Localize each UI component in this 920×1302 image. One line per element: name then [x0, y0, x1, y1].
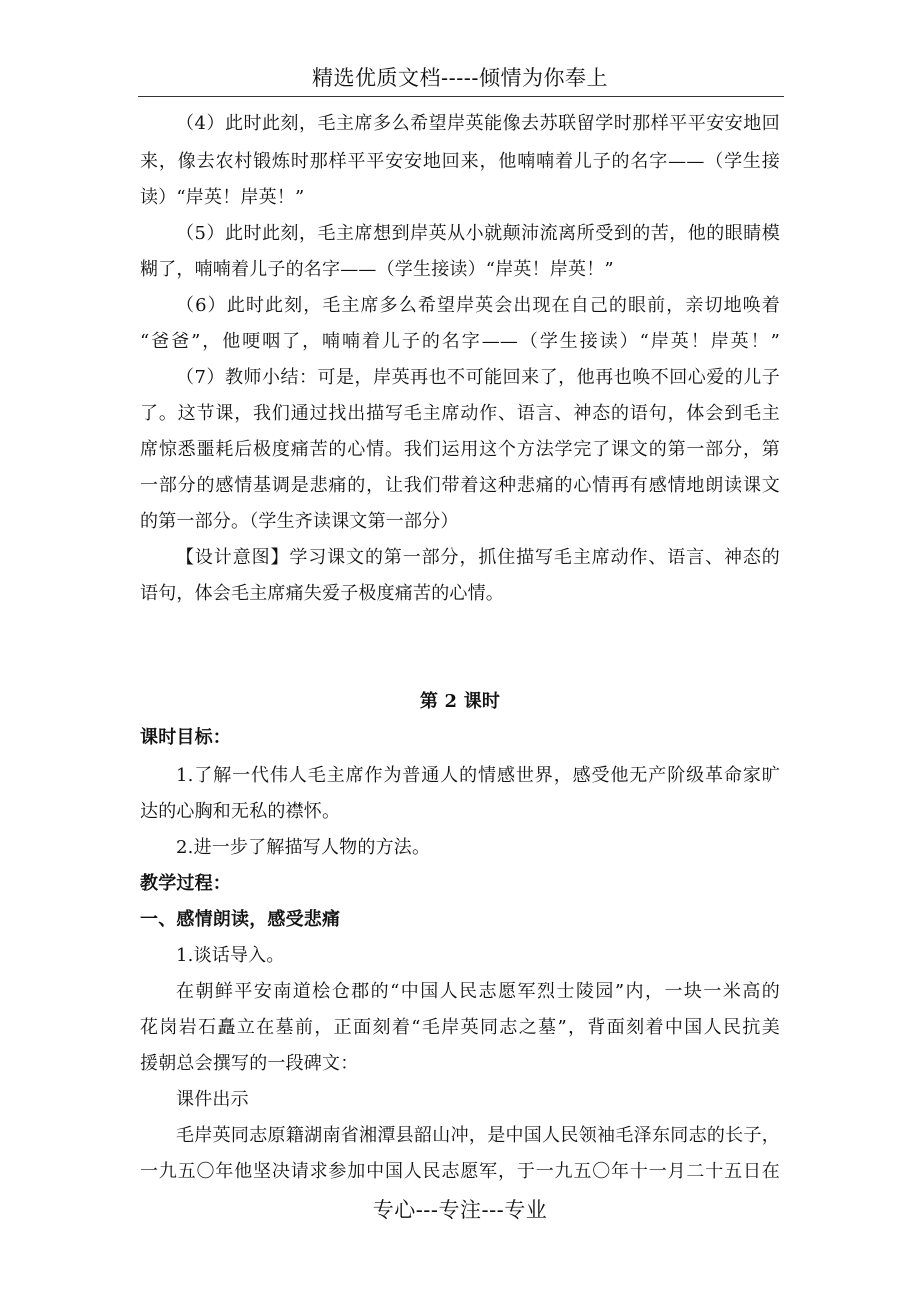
paragraph-7-line: 一部分的感情基调是悲痛的，让我们带着这种悲痛的心情再有感情地朗读课文 [140, 475, 780, 496]
epitaph-line: 一九五〇年他坚决请求参加中国人民志愿军，于一九五〇年十一月二十五日在 [140, 1161, 780, 1182]
design-intent-line: 语句，体会毛主席痛失爱子极度痛苦的心情。 [140, 583, 504, 604]
epitaph-line: 毛岸英同志原籍湖南省湘潭县韶山冲，是中国人民领袖毛泽东同志的长子， [176, 1125, 780, 1146]
goal-2: 2.进一步了解描写人物的方法。 [176, 837, 431, 858]
goals-heading: 课时目标： [140, 727, 231, 748]
intro-line: 在朝鲜平安南道桧仓郡的“中国人民志愿军烈士陵园”内，一块一米高的 [176, 981, 780, 1002]
design-intent-line: 【设计意图】学习课文的第一部分，抓住描写毛主席动作、语言、神态的 [176, 547, 780, 568]
process-heading: 教学过程： [140, 873, 231, 894]
paragraph-4-line: 来，像去农村锻炼时那样平平安安地回来，他喃喃着儿子的名字——（学生接 [140, 151, 780, 172]
courseware-label: 课件出示 [176, 1089, 249, 1110]
paragraph-4-line: 读）“岸英！岸英！” [140, 187, 305, 208]
paragraph-6-line: “爸爸”，他哽咽了，喃喃着儿子的名字——（学生接读）“岸英！岸英！” [140, 331, 780, 352]
paragraph-7-line: （7）教师小结：可是，岸英再也不可能回来了，他再也唤不回心爱的儿子 [176, 367, 780, 388]
paragraph-5-line: 糊了，喃喃着儿子的名字——（学生接读）“岸英！岸英！” [140, 259, 614, 280]
page-header: 精选优质文档-----倾情为你奉上 [312, 66, 608, 90]
step-1: 1.谈话导入。 [176, 945, 285, 966]
goal-1-line: 1.了解一代伟人毛主席作为普通人的情感世界，感受他无产阶级革命家旷 [176, 765, 780, 786]
intro-line: 花岗岩石矗立在墓前，正面刻着“毛岸英同志之墓”，背面刻着中国人民抗美 [140, 1017, 780, 1038]
paragraph-4-line: （4）此时此刻，毛主席多么希望岸英能像去苏联留学时那样平平安安地回 [176, 113, 780, 134]
paragraph-7-line: 的第一部分。（学生齐读课文第一部分） [140, 511, 459, 532]
paragraph-7-line: 席惊悉噩耗后极度痛苦的心情。我们运用这个方法学完了课文的第一部分，第 [140, 439, 780, 460]
part-1-heading: 一、感情朗读，感受悲痛 [140, 909, 341, 930]
page-footer: 专心---专注---专业 [372, 1198, 548, 1222]
paragraph-5-line: （5）此时此刻，毛主席想到岸英从小就颠沛流离所受到的苦，他的眼睛模 [176, 223, 780, 244]
intro-line: 援朝总会撰写的一段碑文： [140, 1053, 359, 1074]
paragraph-6-line: （6）此时此刻，毛主席多么希望岸英会出现在自己的眼前，亲切地唤着 [176, 295, 780, 316]
header-divider [138, 96, 784, 97]
lesson-title: 第 2 课时 [419, 691, 501, 712]
paragraph-7-line: 了。这节课，我们通过找出描写毛主席动作、语言、神态的语句，体会到毛主 [140, 403, 780, 424]
goal-1-line: 达的心胸和无私的襟怀。 [140, 801, 341, 822]
